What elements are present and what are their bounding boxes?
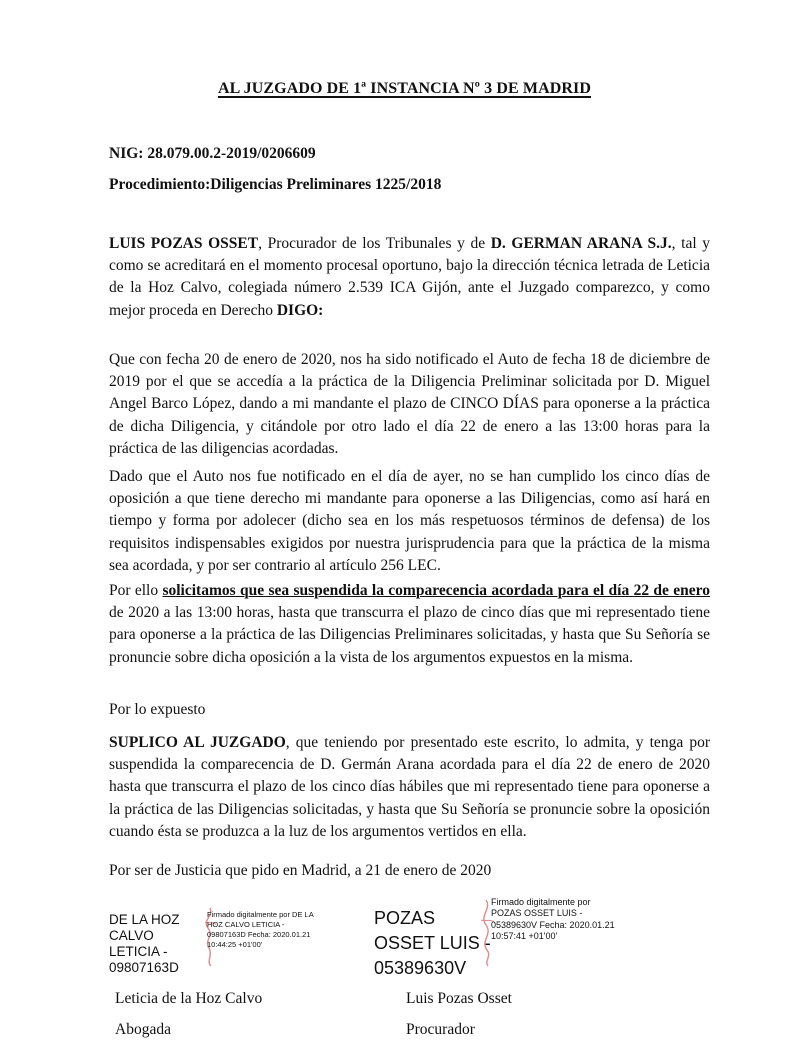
signature-left-meta: Firmado digitalmente por DE LA HOZ CALVO LETICIA - 09807163D Fecha: 2020.01.21 10:44:25 +01'00': [207, 910, 314, 949]
suplico-lead: SUPLICO AL JUZGADO: [109, 734, 286, 751]
procurador-name: LUIS POZAS OSSET: [109, 235, 259, 252]
nig-reference: NIG: 28.079.00.2-2019/0206609: [109, 145, 316, 162]
digo-word: DIGO:: [276, 301, 324, 319]
paragraph-opposition: Dado que el Auto nos fue notificado en el día de ayer, no se han cumplido los cinco días de oposición a que tiene derecho mi mandante para oponerse a las Diligencias, como así hará en tiempo y forma por adolecer (dicho sea en los más respetuosos términos de defensa) de los requisitos indispensables exigidos por nuestra jurisprudencia para que la práctica de la misma sea acordada, y por ser contrario al artículo 256 LEC.: [109, 468, 710, 574]
signature-left-name: DE LA HOZ CALVO LETICIA - 09807163D: [109, 912, 180, 975]
paragraph-closing: Por ser de Justicia que pido en Madrid, a 21 de enero de 2020: [109, 862, 492, 879]
footer-left-name: Leticia de la Hoz Calvo: [115, 990, 263, 1007]
signature-right-name: POZAS OSSET LUIS - 05389630V: [374, 908, 491, 978]
suplico-rest: , que teniendo por presentado este escrito, lo admita, y tenga por suspendida la comparecencia de D. Germán Arana acordada para el día 22 de enero de 2020 hasta que transcurra el plazo de los cinco días hábiles que mi representado tiene para oponerse a la práctica de las Diligencias solicitadas, y hasta que Su Señoría se pronuncie sobre la oposición cuando ésta se produzca a la luz de los argumentos vertidos en ella.: [109, 734, 710, 840]
intro-text-a: , Procurador de los Tribunales y de: [258, 235, 491, 252]
paragraph-request: [109, 580, 710, 669]
request-rest: de 2020 a las 13:00 horas, hasta que transcurra el plazo de cinco días que mi representado tiene para oponerse a la práctica de las Diligencias Preliminares solicitadas, y hasta que Su Señoría se pronuncie sobre dicha oposición a la vista de los argumentos expuestos en la misma.: [109, 604, 710, 666]
intro-text-b: , tal y como se acreditará en el momento procesal oportuno, bajo la dirección técnica letrada de Leticia de la Hoz Calvo, colegiada número 2.539 ICA Gijón, ante el Juzgado comparezco, y como mejor proceda en Derecho: [109, 235, 710, 319]
paragraph-suplico: [109, 732, 710, 843]
procedure-reference: Procedimiento:Diligencias Preliminares 1225/2018: [109, 176, 442, 193]
document-heading: AL JUZGADO DE 1ª INSTANCIA Nº 3 DE MADRID: [217, 80, 592, 97]
paragraph-notification: Que con fecha 20 de enero de 2020, nos ha sido notificado el Auto de fecha 18 de diciembre de 2019 por el que se accedía a la práctica de la Diligencia Preliminar solicitada por D. Miguel Angel Barco López, dando a mi mandante el plazo de CINCO DÍAS para oponerse a la práctica de dicha Diligencia, y citándole por otro lado el día 22 de enero a las 13:00 horas para la práctica de las diligencias acordadas.: [109, 351, 710, 457]
signature-right-meta: Firmado digitalmente por POZAS OSSET LUIS - 05389630V Fecha: 2020.01.21 10:57:41 +01'00': [491, 897, 615, 941]
request-lead: Por ello: [109, 582, 163, 599]
client-name: D. GERMAN ARANA S.J.: [490, 235, 672, 252]
request-emphasis: solicitamos que sea suspendida la comparecencia acordada para el día 22 de enero: [162, 582, 710, 599]
footer-left-role: Abogada: [115, 1021, 171, 1038]
footer-right-name: Luis Pozas Osset: [406, 990, 512, 1007]
intro-paragraph: [109, 233, 710, 322]
footer-right-role: Procurador: [406, 1021, 475, 1038]
paragraph-expuesto: Por lo expuesto: [109, 701, 206, 718]
